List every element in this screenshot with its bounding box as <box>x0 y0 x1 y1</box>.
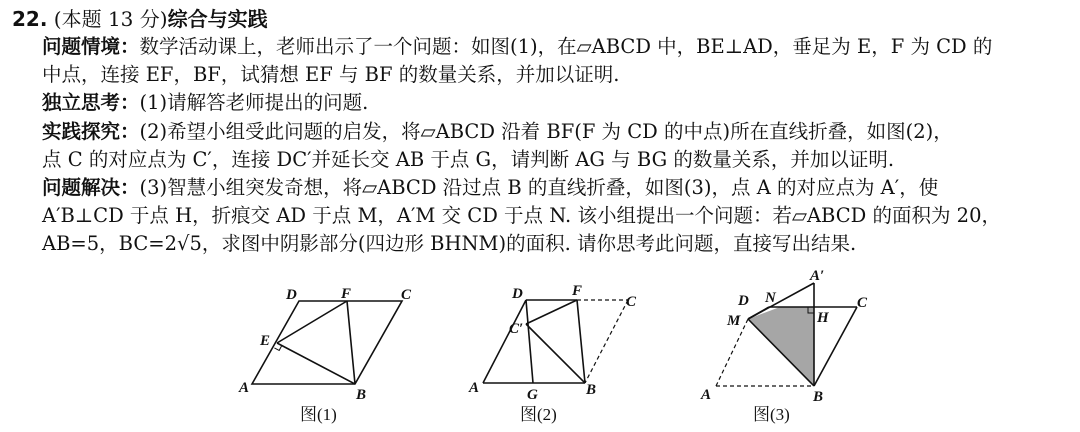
paragraph-practice <box>42 118 1072 174</box>
fig2-side-ad <box>483 300 526 383</box>
paragraph-thinking <box>42 89 1072 117</box>
fig3-dashed-am <box>716 319 748 386</box>
paragraph-line: 数学活动课上，老师出示了一个问题：如图(1)，在▱ABCD 中，BE⊥AD，垂足为 E，F 为 CD 的 <box>139 35 993 58</box>
fig1-right-angle-mark <box>274 346 281 351</box>
fig2-label-a: A <box>469 380 480 396</box>
fig2-segment-dg <box>526 300 533 383</box>
fig1-label-f: F <box>341 286 352 302</box>
fig2-caption: 图(2) <box>520 405 557 424</box>
paragraph-line: (2)希望小组受此问题的启发，将▱ABCD 沿着 BF(F 为 CD 的中点)所在直线折叠，如图(2)， <box>139 119 953 143</box>
figure-2-labels <box>468 283 637 424</box>
fig2-segment-fc1 <box>526 300 577 324</box>
fig2-label-c1: C′ <box>509 321 524 337</box>
fig1-label-b: B <box>356 387 367 403</box>
figure-1-labels <box>238 286 412 424</box>
fig2-segment-fb <box>577 300 585 383</box>
fig3-label-d: D <box>738 293 749 309</box>
paragraph-line: (3)智慧小组突发奇想，将▱ABCD 沿过点 B 的直线折叠，如图(3)，点 A 的对应点为 A′，使 <box>139 176 939 200</box>
paragraph-line: A′B⊥CD 于点 H，折痕交 AD 于点 M，A′M 交 CD 于点 N. 该小组提出一个问题：若▱ABCD 的面积为 20， <box>42 204 1001 228</box>
figure-1 <box>252 301 402 384</box>
problem-meta: (本题 13 分) <box>53 7 168 31</box>
paragraph-situation <box>42 33 1072 89</box>
problem-title: 综合与实践 <box>167 7 268 31</box>
fig3-caption: 图(3) <box>753 405 790 424</box>
figure-2 <box>483 300 628 383</box>
fig2-label-f: F <box>572 283 583 299</box>
fig1-label-e: E <box>260 333 271 349</box>
problem-22 <box>12 6 1072 259</box>
fig3-label-n: N <box>765 290 776 306</box>
fig1-segment-bf <box>347 301 355 384</box>
fig2-dashed-cb <box>585 300 628 383</box>
paragraph-line: AB=5，BC=2√5，求图中阴影部分(四边形 BHNM)的面积. 请你思考此问题，直接写出结果. <box>42 232 857 256</box>
problem-number: 22. <box>12 7 48 31</box>
paragraph-line: 点 C 的对应点为 C′，连接 DC′并延长交 AB 于点 G，请判断 AG 与 BG 的数量关系，并加以证明. <box>42 147 895 171</box>
fig2-label-c: C <box>626 294 637 310</box>
paragraph-line: 中点，连接 EF，BF，试猜想 EF 与 BF 的数量关系，并加以证明. <box>42 63 620 87</box>
paragraph-line: (1)请解答老师提出的问题. <box>139 91 369 115</box>
paragraph-label: 实践探究： <box>42 119 140 143</box>
paragraph-label: 问题情境： <box>42 35 140 58</box>
fig3-label-h: H <box>817 310 829 326</box>
fig2-segment-c1b <box>526 324 585 383</box>
fig2-label-g: G <box>527 387 538 403</box>
paragraph-solving <box>42 174 1072 259</box>
paragraph-label: 独立思考： <box>42 91 140 115</box>
fig3-label-a: A <box>701 387 712 403</box>
fig1-label-a: A <box>239 380 250 396</box>
fig1-segment-be <box>277 343 355 384</box>
fig2-label-b: B <box>586 382 597 398</box>
fig3-label-b: B <box>813 389 824 405</box>
figures <box>0 268 1080 432</box>
paragraph-label: 问题解决： <box>42 176 140 200</box>
fig1-label-d: D <box>286 287 297 303</box>
fig2-label-d: D <box>512 286 523 302</box>
problem-header <box>12 6 1072 33</box>
fig3-label-a1: A′ <box>810 268 825 284</box>
fig3-label-m: M <box>727 313 741 329</box>
fig1-caption: 图(1) <box>300 405 337 424</box>
fig3-label-c: C <box>857 295 868 311</box>
fig3-shaded-bhnm <box>748 307 814 386</box>
fig1-label-c: C <box>401 287 412 303</box>
